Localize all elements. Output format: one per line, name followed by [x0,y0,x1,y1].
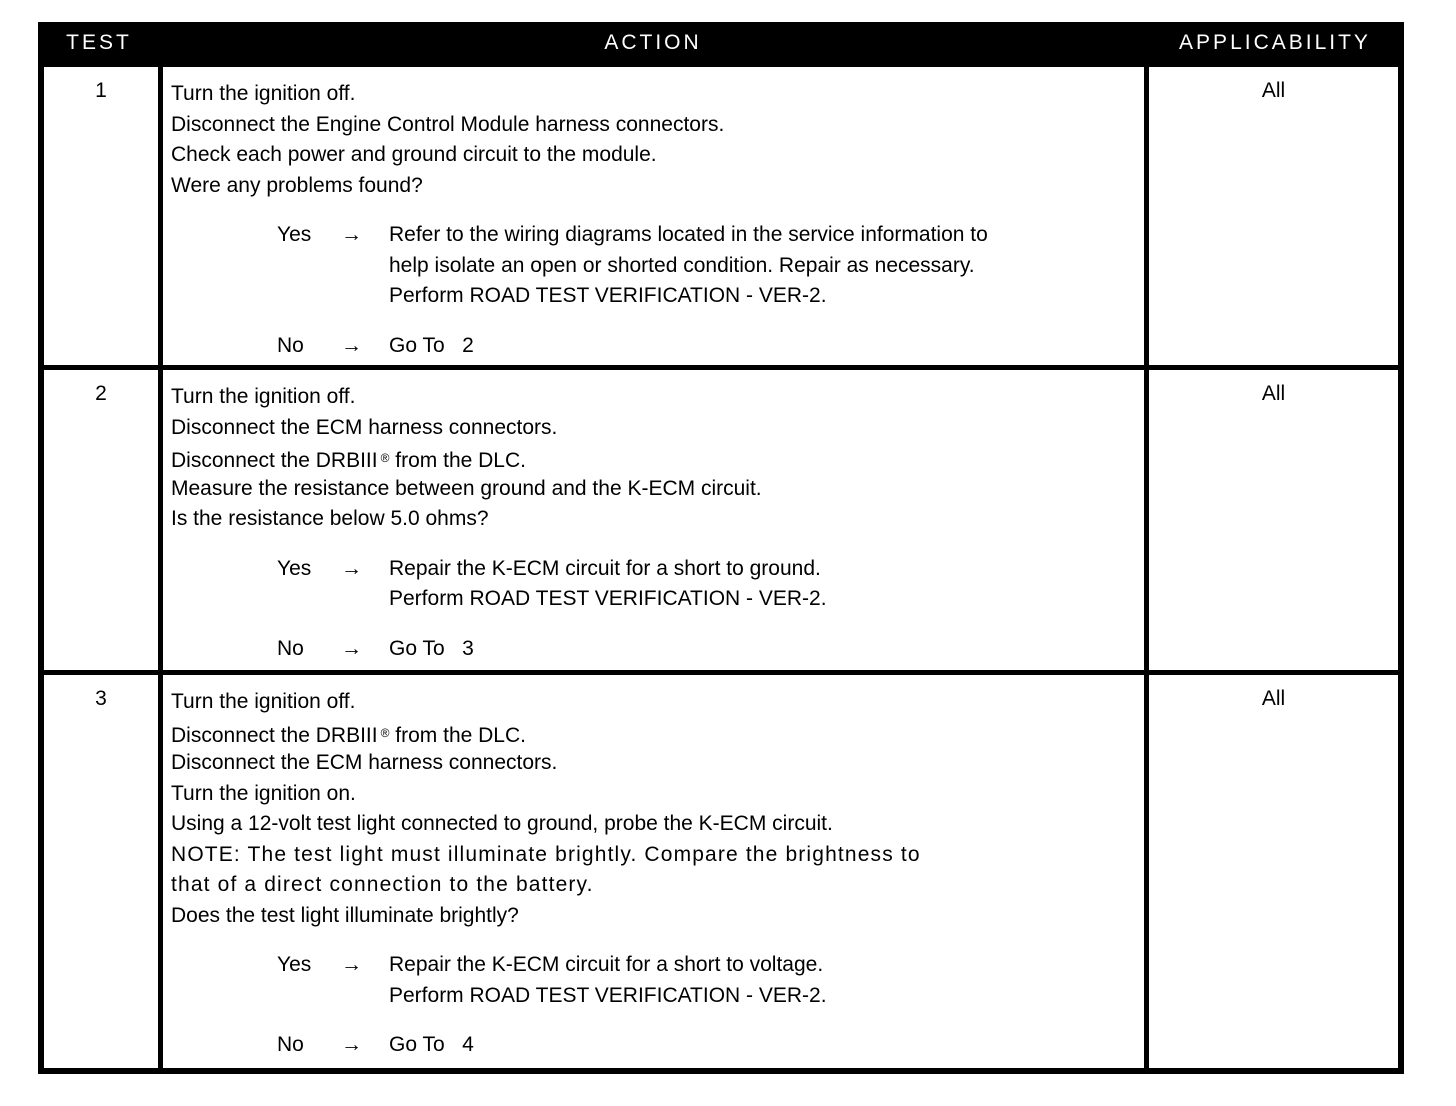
yes-label: Yes [277,556,312,580]
yes-text-line: help isolate an open or shorted condition. Repair as necessary. [389,253,975,277]
action-line: Were any problems found? [171,173,423,197]
test-number: 3 [44,675,158,1068]
test-number: 1 [44,67,158,365]
yes-answer [277,220,1144,312]
action-line [171,443,1144,474]
action-line: Is the resistance below 5.0 ohms? [171,507,489,530]
arrow-right-icon: → [341,1033,362,1056]
action-line: Turn the ignition on. [171,781,356,805]
action-line: Turn the ignition off. [171,690,356,713]
yes-text-line: Perform ROAD TEST VERIFICATION - VER-2. [389,587,827,610]
no-text: Go To 3 [389,636,474,660]
yes-text-line: Refer to the wiring diagrams located in the service information to [389,223,988,246]
action-cell [163,675,1144,1068]
action-cell [163,370,1144,670]
no-label: No [277,1033,304,1056]
header-test: TEST [66,31,132,54]
action-line [171,718,1144,749]
yes-label: Yes [277,223,312,246]
action-line: Turn the ignition off. [171,385,356,408]
action-line: Disconnect the Engine Control Module harness connectors. [171,112,725,136]
action-line-text: Disconnect the DRBIII [171,723,378,747]
yes-text-line: Repair the K-ECM circuit for a short to ground. [389,556,821,580]
action-line-text: Disconnect the DRBIII [171,449,378,472]
applicability-cell: All [1149,370,1398,670]
arrow-right-icon: → [341,636,362,660]
yes-answer [277,554,1144,615]
yes-label: Yes [277,953,312,976]
header-applicability: APPLICABILITY [1179,31,1371,54]
no-answer [277,634,1144,665]
arrow-right-icon: → [341,333,362,357]
action-line-suffix: from the DLC. [395,723,526,747]
no-text: Go To 4 [389,1033,474,1056]
registered-mark: ® [380,451,390,465]
no-text: Go To 2 [389,333,474,357]
no-answer [277,1030,1144,1061]
action-line: Turn the ignition off. [171,82,356,105]
header-action: ACTION [604,31,702,54]
no-label: No [277,636,304,660]
no-label: No [277,333,304,357]
action-cell [163,67,1144,365]
arrow-right-icon: → [341,223,362,246]
arrow-right-icon: → [341,556,362,580]
applicability-cell: All [1149,67,1398,365]
action-line: Does the test light illuminate brightly? [171,903,519,927]
action-line-suffix: from the DLC. [395,449,526,472]
test-number: 2 [44,370,158,670]
action-line: NOTE: The test light must illuminate brightly. Compare the brightness to [171,842,921,866]
table-header [38,22,1404,64]
action-line: Disconnect the ECM harness connectors. [171,415,558,439]
no-answer [277,331,1144,362]
action-line: Measure the resistance between ground and the K-ECM circuit. [171,476,762,500]
applicability-cell: All [1149,675,1398,1068]
yes-answer [277,950,1144,1011]
action-line: Disconnect the ECM harness connectors. [171,751,558,774]
action-line: Check each power and ground circuit to the module. [171,143,657,166]
action-line: Using a 12-volt test light connected to ground, probe the K-ECM circuit. [171,812,833,835]
yes-text-line: Perform ROAD TEST VERIFICATION - VER-2. [389,983,827,1007]
arrow-right-icon: → [341,953,362,976]
yes-text-line: Repair the K-ECM circuit for a short to voltage. [389,953,824,976]
registered-mark: ® [380,725,390,740]
action-line: that of a direct connection to the battery. [171,873,594,896]
diagnostic-test-table [38,22,1404,1074]
yes-text-line: Perform ROAD TEST VERIFICATION - VER-2. [389,284,827,307]
